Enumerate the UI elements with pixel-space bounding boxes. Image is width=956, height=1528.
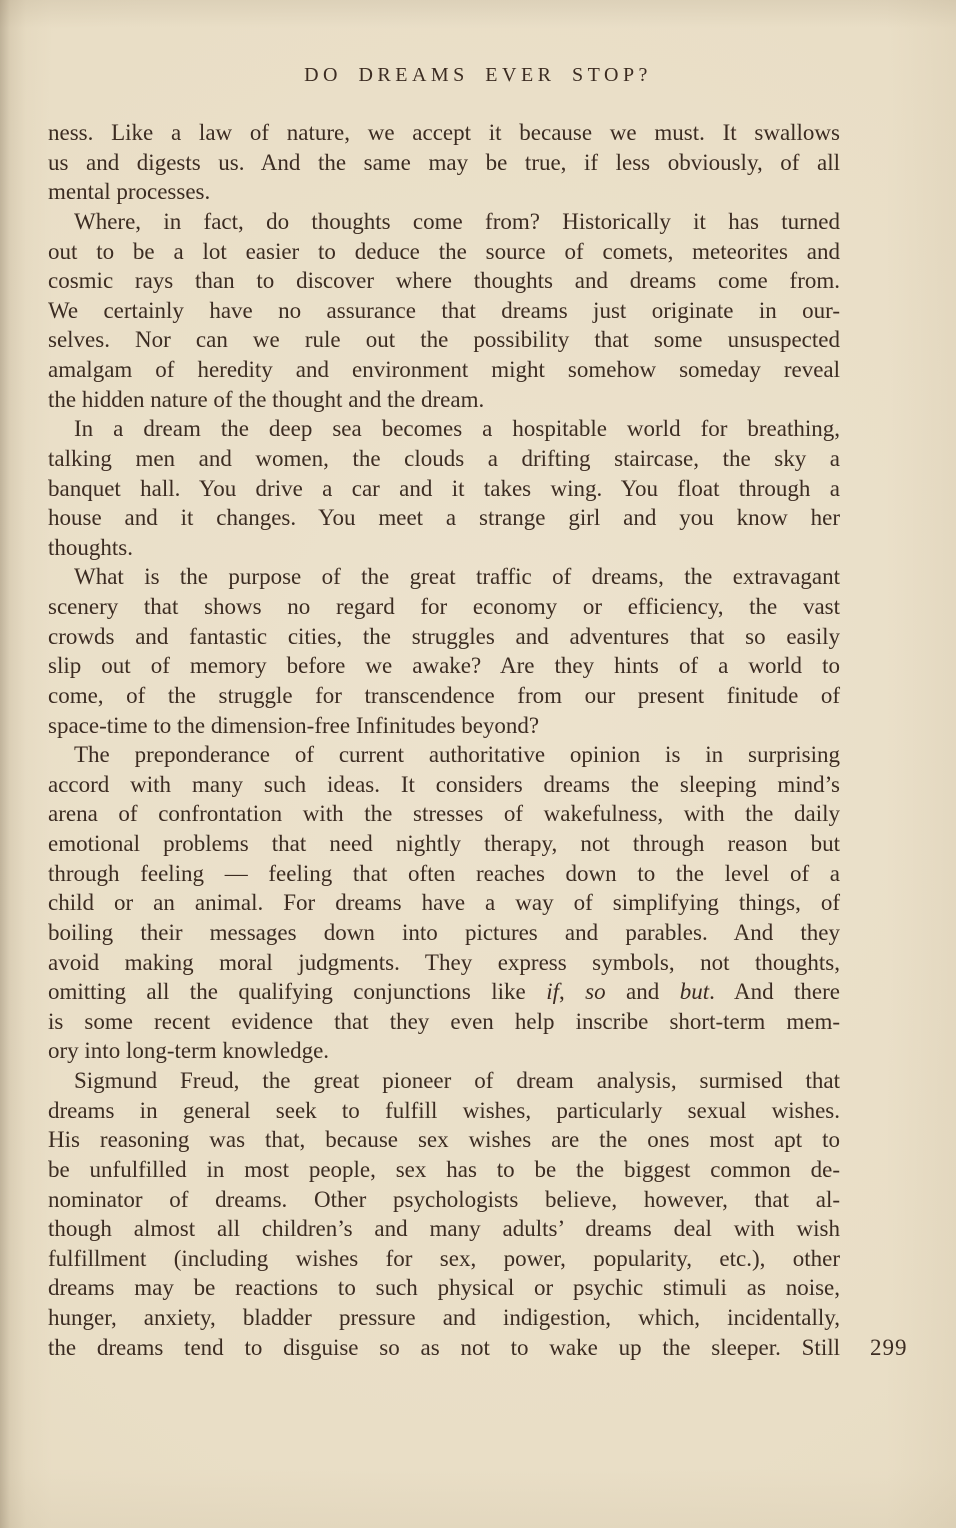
text-run: accord with many such ideas. It considers dreams the sleeping mind’s — [48, 771, 840, 797]
text-line — [48, 948, 840, 978]
text-run: dreams may be reactions to such physical or psychic stimuli as noise, — [48, 1275, 840, 1301]
text-line — [48, 177, 840, 207]
text-line — [48, 651, 840, 681]
text-line — [48, 1185, 840, 1215]
paragraph — [48, 1066, 840, 1362]
paragraph — [48, 562, 840, 740]
text-run: the dreams tend to disguise so as not to wake up the sleeper. Still — [48, 1334, 840, 1360]
paragraph — [48, 740, 840, 1066]
text-run: be unfulfilled in most people, sex has to be the biggest common de- — [48, 1156, 840, 1182]
paragraph — [48, 207, 840, 414]
text-run: selves. Nor can we rule out the possibility that some unsuspected — [48, 327, 840, 353]
text-line — [48, 148, 840, 178]
text-run: emotional problems that need nightly therapy, not through reason but — [48, 831, 840, 856]
page-body — [48, 118, 840, 1362]
text-line — [48, 503, 840, 533]
text-line — [48, 266, 840, 296]
text-line — [48, 533, 840, 563]
text-line — [48, 325, 840, 355]
text-run: though almost all children’s and many adults’ dreams deal with wish — [48, 1216, 840, 1242]
text-run: scenery that shows no regard for economy or efficiency, the vast — [48, 594, 840, 619]
text-run: The preponderance of current authoritative opinion is in surprising — [74, 742, 840, 768]
text-run: is some recent evidence that they even help inscribe short-term mem- — [48, 1008, 840, 1034]
text-run: arena of confrontation with the stresses of wakefulness, with the daily — [48, 801, 840, 827]
text-run: slip out of memory before we awake? Are they hints of a world to — [48, 653, 840, 679]
text-run: omitting all the qualifying conjunctions like — [48, 979, 547, 1005]
text-line — [48, 592, 840, 622]
text-run: dreams in general seek to fulfill wishes, particularly sexual wishes. — [48, 1097, 840, 1123]
text-line — [48, 1333, 840, 1363]
text-run: crowds and fantastic cities, the struggles and adventures that so easily — [48, 623, 840, 649]
text-line — [48, 681, 840, 711]
page-number: 299 — [870, 1335, 908, 1360]
text-run: through feeling — feeling that often reaches down to the level of a — [48, 860, 840, 886]
text-run: come, of the struggle for transcendence from our present finitude of — [48, 682, 840, 708]
text-line — [48, 1244, 840, 1274]
text-run: the hidden nature of the thought and the dream. — [48, 386, 485, 412]
text-run: nominator of dreams. Other psychologists believe, however, that al- — [48, 1186, 840, 1212]
text-run: . And there — [709, 979, 840, 1005]
text-run: talking men and women, the clouds a drifting staircase, the sky a — [48, 445, 840, 471]
text-line — [48, 740, 840, 770]
text-run: us and digests us. And the same may be true, if less obviously, of all — [48, 149, 840, 175]
text-run: Sigmund Freud, the great pioneer of dream analysis, surmised that — [74, 1068, 840, 1093]
text-line — [48, 1066, 840, 1096]
text-run: house and it changes. You meet a strange girl and you know her — [48, 505, 840, 531]
text-line — [48, 1303, 840, 1333]
text-line — [48, 918, 840, 948]
text-line — [48, 829, 840, 859]
text-run: Where, in fact, do thoughts come from? Historically it has turned — [74, 208, 840, 234]
text-line — [48, 474, 840, 504]
text-run: hunger, anxiety, bladder pressure and indigestion, which, incidentally, — [48, 1305, 840, 1330]
text-line — [48, 414, 840, 444]
text-line — [48, 622, 840, 652]
text-run: His reasoning was that, because sex wishes are the ones most apt to — [48, 1127, 840, 1153]
text-run: ness. Like a law of nature, we accept it because we must. It swallows — [48, 120, 840, 145]
text-line — [48, 977, 840, 1007]
text-line — [48, 1096, 840, 1126]
text-run: thoughts. — [48, 534, 133, 560]
italic-text: but — [679, 979, 710, 1005]
paragraph — [48, 414, 840, 562]
text-run: space-time to the dimension-free Infinitudes beyond? — [48, 712, 540, 738]
text-line — [48, 444, 840, 474]
text-line — [48, 237, 840, 267]
text-line — [48, 1036, 840, 1066]
text-line — [48, 1007, 840, 1037]
running-header: DO DREAMS EVER STOP? — [304, 64, 652, 86]
text-run: child or an animal. For dreams have a way of simplifying things, of — [48, 890, 840, 916]
text-run: amalgam of heredity and environment might somehow someday reveal — [48, 357, 840, 382]
text-run: In a dream the deep sea becomes a hospitable world for breathing, — [74, 416, 840, 442]
italic-text: so — [585, 979, 606, 1005]
text-line — [48, 1214, 840, 1244]
text-run: banquet hall. You drive a car and it takes wing. You float through a — [48, 475, 840, 501]
text-line — [48, 355, 840, 385]
text-line — [48, 799, 840, 829]
text-line — [48, 562, 840, 592]
text-run: mental processes. — [48, 179, 211, 205]
text-line — [48, 1273, 840, 1303]
text-run: boiling their messages down into pictures and parables. And they — [48, 919, 840, 945]
text-run: ory into long-term knowledge. — [48, 1038, 330, 1064]
text-run: avoid making moral judgments. They express symbols, not thoughts, — [48, 949, 840, 975]
text-run: What is the purpose of the great traffic of dreams, the extravagant — [74, 564, 840, 590]
text-line — [48, 296, 840, 326]
text-line — [48, 1155, 840, 1185]
text-run: We certainly have no assurance that dreams just originate in our- — [48, 297, 840, 323]
text-line — [48, 1125, 840, 1155]
text-line — [48, 207, 840, 237]
text-line — [48, 711, 840, 741]
text-line — [48, 385, 840, 415]
paragraph — [48, 118, 840, 207]
text-line — [48, 770, 840, 800]
text-line — [48, 859, 840, 889]
italic-text: if — [546, 979, 559, 1005]
text-run: and — [605, 979, 680, 1005]
text-run: fulfillment (including wishes for sex, power, popularity, etc.), other — [48, 1245, 840, 1271]
text-run: out to be a lot easier to deduce the source of comets, meteorites and — [48, 238, 840, 264]
text-line — [48, 118, 840, 148]
text-line — [48, 888, 840, 918]
text-run: cosmic rays than to discover where thoughts and dreams come from. — [48, 268, 840, 294]
text-run: , — [558, 979, 586, 1005]
